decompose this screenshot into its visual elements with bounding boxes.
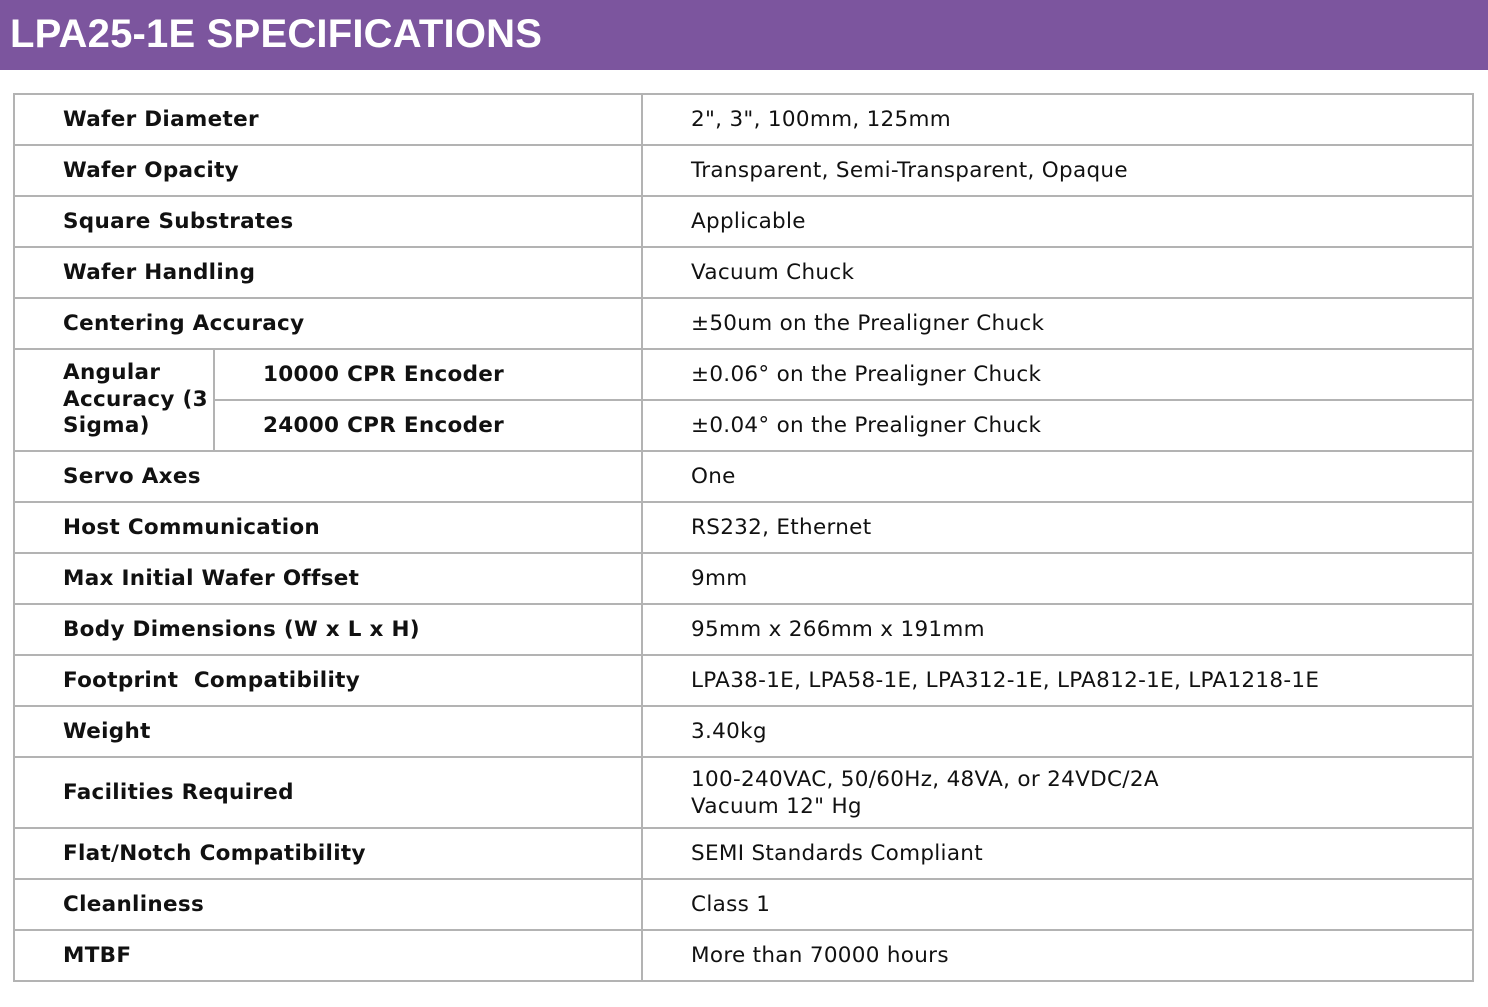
spec-value: ±0.04° on the Prealigner Chuck — [642, 400, 1473, 451]
table-row — [14, 502, 1473, 553]
table-row — [14, 451, 1473, 502]
spec-value: 9mm — [642, 553, 1473, 604]
spec-label: Max Initial Wafer Offset — [14, 553, 642, 604]
spec-label: Footprint Compatibility — [14, 655, 642, 706]
spec-value: LPA38-1E, LPA58-1E, LPA312-1E, LPA812-1E, LPA1218-1E — [642, 655, 1473, 706]
spec-value: Applicable — [642, 196, 1473, 247]
table-row — [14, 247, 1473, 298]
spec-label-angular-accuracy: Angular Accuracy (3 Sigma) — [14, 349, 214, 451]
table-row — [14, 828, 1473, 879]
spec-value: Transparent, Semi-Transparent, Opaque — [642, 145, 1473, 196]
header-bar — [0, 0, 1488, 70]
spec-value: ±0.06° on the Prealigner Chuck — [642, 349, 1473, 400]
table-row — [14, 298, 1473, 349]
spec-label: Facilities Required — [14, 757, 642, 828]
spec-value-line: 100-240VAC, 50/60Hz, 48VA, or 24VDC/2A — [691, 766, 1159, 792]
table-row — [14, 553, 1473, 604]
table-row — [14, 757, 1473, 828]
spec-value: Class 1 — [642, 879, 1473, 930]
spec-label: Centering Accuracy — [14, 298, 642, 349]
table-row — [14, 879, 1473, 930]
spec-label: Flat/Notch Compatibility — [14, 828, 642, 879]
table-row — [14, 655, 1473, 706]
spec-label: Weight — [14, 706, 642, 757]
spec-label: Body Dimensions (W x L x H) — [14, 604, 642, 655]
table-row — [14, 706, 1473, 757]
spec-value: 3.40kg — [642, 706, 1473, 757]
spec-label: Wafer Diameter — [14, 94, 642, 145]
spec-label: Cleanliness — [14, 879, 642, 930]
table-row — [14, 604, 1473, 655]
table-row — [14, 145, 1473, 196]
spec-value: SEMI Standards Compliant — [642, 828, 1473, 879]
table-row — [14, 196, 1473, 247]
table-row — [14, 930, 1473, 981]
spec-value: 2", 3", 100mm, 125mm — [642, 94, 1473, 145]
spec-value: Vacuum Chuck — [642, 247, 1473, 298]
spec-label: MTBF — [14, 930, 642, 981]
spec-label: Servo Axes — [14, 451, 642, 502]
spec-label: Host Communication — [14, 502, 642, 553]
spec-value: More than 70000 hours — [642, 930, 1473, 981]
table-row — [14, 400, 1473, 451]
spec-value: One — [642, 451, 1473, 502]
spec-label: Square Substrates — [14, 196, 642, 247]
spec-value-line: Vacuum 12" Hg — [691, 793, 862, 819]
spec-label: Wafer Opacity — [14, 145, 642, 196]
table-row — [14, 349, 1473, 400]
spec-label: Wafer Handling — [14, 247, 642, 298]
table-row — [14, 94, 1473, 145]
spec-value: RS232, Ethernet — [642, 502, 1473, 553]
spec-value: ±50um on the Prealigner Chuck — [642, 298, 1473, 349]
encoder-label: 24000 CPR Encoder — [214, 400, 642, 451]
spec-value-multiline — [642, 757, 1473, 828]
spec-value: 95mm x 266mm x 191mm — [642, 604, 1473, 655]
specifications-table — [13, 93, 1474, 982]
page-title: LPA25-1E SPECIFICATIONS — [10, 12, 543, 56]
encoder-label: 10000 CPR Encoder — [214, 349, 642, 400]
